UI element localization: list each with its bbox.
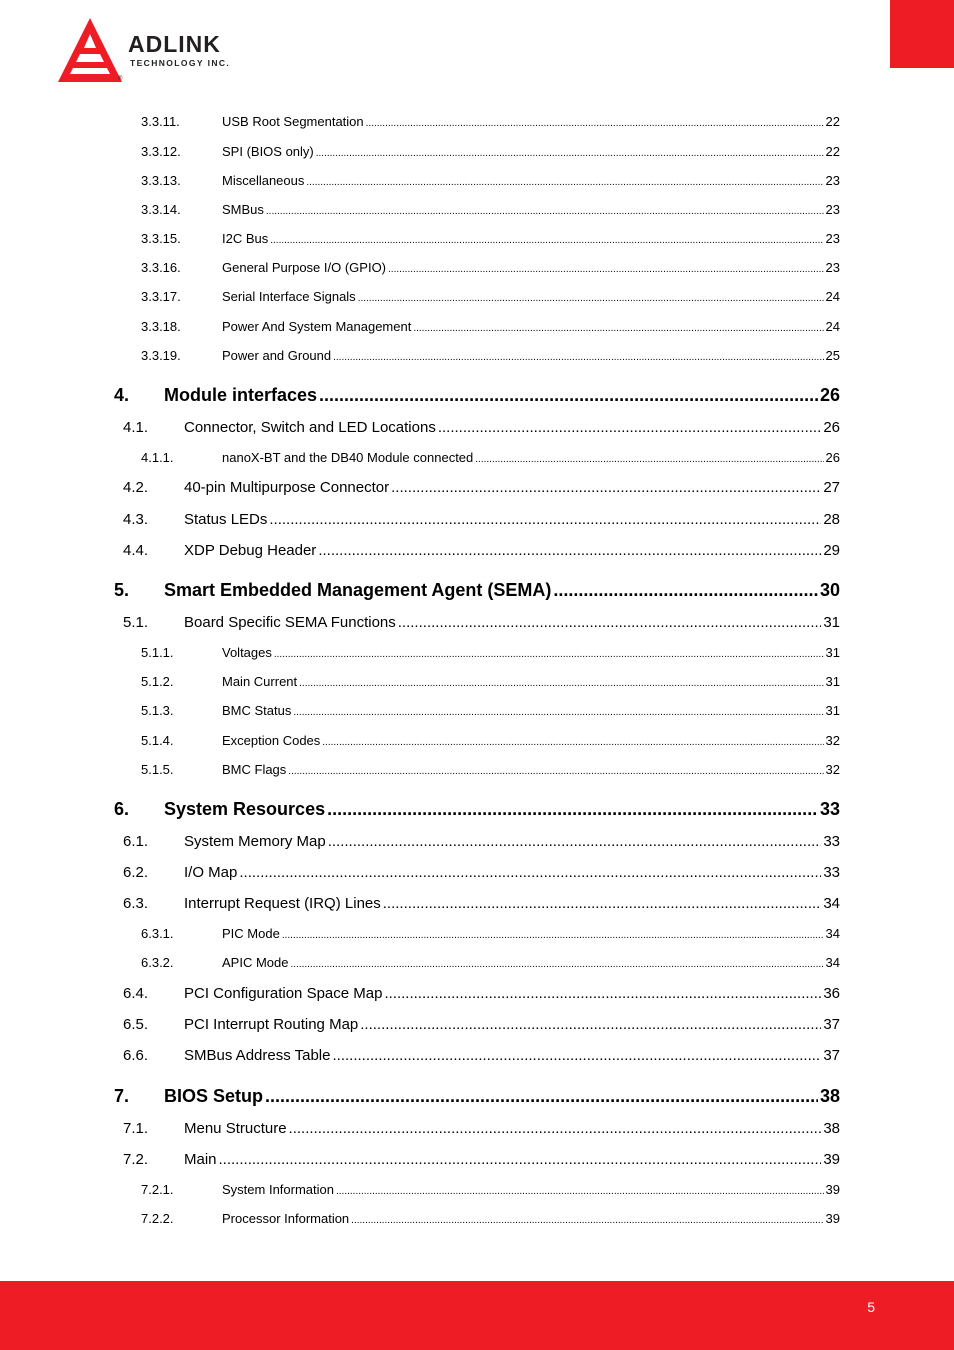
toc-entry-page: 23 bbox=[825, 173, 840, 188]
toc-entry-page: 28 bbox=[823, 511, 840, 528]
toc-entry[interactable] bbox=[123, 1151, 840, 1168]
toc-entry[interactable] bbox=[141, 202, 840, 217]
toc-entry-page: 33 bbox=[823, 833, 840, 850]
toc-entry-page: 34 bbox=[825, 926, 840, 941]
toc-entry[interactable] bbox=[141, 645, 840, 660]
toc-leader-dots bbox=[239, 864, 821, 881]
toc-leader-dots bbox=[322, 737, 823, 748]
toc-entry-title: BMC Flags bbox=[222, 762, 287, 777]
toc-entry-title: Main Current bbox=[222, 674, 298, 689]
toc-entry-number: 4.3. bbox=[123, 511, 149, 528]
toc-entry-title: Power And System Management bbox=[222, 319, 412, 334]
toc-entry-title: PIC Mode bbox=[222, 926, 280, 941]
toc-entry-title: 40-pin Multipurpose Connector bbox=[184, 479, 390, 496]
toc-entry-page: 22 bbox=[825, 114, 840, 129]
toc-entry[interactable] bbox=[141, 926, 840, 941]
toc-entry-page: 34 bbox=[825, 955, 840, 970]
toc-entry-page: 27 bbox=[823, 479, 840, 496]
toc-entry-number: 4. bbox=[114, 385, 130, 405]
toc-leader-dots bbox=[413, 323, 823, 334]
toc-entry-title: Module interfaces bbox=[164, 385, 318, 405]
toc-entry-number: 7.2.2. bbox=[141, 1211, 174, 1226]
toc-entry-page: 38 bbox=[823, 1120, 840, 1137]
toc-entry-number: 6.3. bbox=[123, 895, 149, 912]
toc-entry-number: 5.1.5. bbox=[141, 762, 174, 777]
toc-entry-page: 36 bbox=[823, 985, 840, 1002]
toc-entry-title: APIC Mode bbox=[222, 955, 289, 970]
toc-entry-page: 31 bbox=[825, 674, 840, 689]
toc-entry-page: 26 bbox=[823, 419, 840, 436]
toc-entry-title: PCI Interrupt Routing Map bbox=[184, 1016, 359, 1033]
toc-entry-page: 39 bbox=[825, 1211, 840, 1226]
toc-entry-page: 24 bbox=[825, 319, 840, 334]
toc-entry-number: 6.5. bbox=[123, 1016, 149, 1033]
toc-leader-dots bbox=[358, 293, 824, 304]
toc-entry[interactable] bbox=[141, 674, 840, 689]
toc-leader-dots bbox=[319, 385, 818, 406]
toc-leader-dots bbox=[316, 148, 824, 159]
toc-entry[interactable] bbox=[141, 289, 840, 304]
toc-leader-dots bbox=[282, 930, 824, 941]
toc-entry-title: Smart Embedded Management Agent (SEMA) bbox=[164, 580, 552, 600]
adlink-triangle-icon bbox=[56, 18, 126, 86]
toc-entry-title: Board Specific SEMA Functions bbox=[184, 614, 396, 631]
toc-leader-dots bbox=[299, 678, 823, 689]
toc-entry-page: 23 bbox=[825, 202, 840, 217]
toc-entry-number: 6.2. bbox=[123, 864, 149, 881]
toc-entry-number: 7.2. bbox=[123, 1151, 149, 1168]
toc-leader-dots bbox=[366, 118, 824, 129]
toc-leader-dots bbox=[290, 959, 823, 970]
toc-entry[interactable] bbox=[114, 799, 840, 820]
toc-entry-number: 5.1.3. bbox=[141, 703, 174, 718]
toc-entry-number: 6.1. bbox=[123, 833, 149, 850]
toc-entry-page: 31 bbox=[825, 645, 840, 660]
toc-leader-dots bbox=[384, 985, 821, 1002]
toc-entry-page: 31 bbox=[825, 703, 840, 718]
toc-entry-page: 39 bbox=[825, 1182, 840, 1197]
toc-entry-page: 32 bbox=[825, 733, 840, 748]
toc-entry-title: I2C Bus bbox=[222, 231, 269, 246]
toc-entry-page: 23 bbox=[825, 260, 840, 275]
toc-entry-title: Exception Codes bbox=[222, 733, 321, 748]
toc-entry[interactable] bbox=[114, 1086, 840, 1107]
toc-entry[interactable] bbox=[141, 173, 840, 188]
toc-entry[interactable] bbox=[141, 703, 840, 718]
toc-entry-title: General Purpose I/O (GPIO) bbox=[222, 260, 387, 275]
toc-leader-dots bbox=[219, 1151, 822, 1168]
toc-leader-dots bbox=[351, 1215, 823, 1226]
toc-entry[interactable] bbox=[141, 231, 840, 246]
toc-entry[interactable] bbox=[141, 733, 840, 748]
toc-entry-title: Connector, Switch and LED Locations bbox=[184, 419, 436, 436]
toc-entry-title: BMC Status bbox=[222, 703, 292, 718]
toc-entry-number: 3.3.19. bbox=[141, 348, 181, 363]
toc-entry-title: PCI Configuration Space Map bbox=[184, 985, 383, 1002]
logo-registered-mark: ® bbox=[118, 76, 123, 82]
toc-entry-number: 7. bbox=[114, 1086, 130, 1106]
toc-entry-title: Processor Information bbox=[222, 1211, 350, 1226]
toc-entry[interactable] bbox=[123, 614, 840, 631]
toc-leader-dots bbox=[318, 542, 821, 559]
toc-entry-number: 6.4. bbox=[123, 985, 149, 1002]
toc-entry-page: 30 bbox=[819, 580, 840, 600]
toc-entry[interactable] bbox=[123, 895, 840, 912]
toc-entry-number: 5.1.2. bbox=[141, 674, 174, 689]
toc-leader-dots bbox=[398, 614, 822, 631]
toc-entry-page: 29 bbox=[823, 542, 840, 559]
toc-leader-dots bbox=[327, 799, 818, 820]
toc-entry-title: Main bbox=[184, 1151, 217, 1168]
toc-entry-title: System Resources bbox=[164, 799, 326, 819]
toc-entry-page: 26 bbox=[819, 385, 840, 405]
toc-entry[interactable] bbox=[141, 348, 840, 363]
toc-entry-number: 3.3.15. bbox=[141, 231, 181, 246]
toc-entry-page: 33 bbox=[819, 799, 840, 819]
adlink-logo bbox=[56, 18, 276, 86]
toc-entry[interactable] bbox=[141, 260, 840, 275]
toc-entry[interactable] bbox=[123, 479, 840, 496]
toc-leader-dots bbox=[266, 206, 824, 217]
toc-leader-dots bbox=[306, 177, 823, 188]
toc-entry[interactable] bbox=[141, 114, 840, 129]
toc-entry-number: 6. bbox=[114, 799, 130, 819]
logo-subtitle: TECHNOLOGY INC. bbox=[130, 58, 231, 68]
toc-entry-number: 4.4. bbox=[123, 542, 149, 559]
toc-entry-number: 3.3.13. bbox=[141, 173, 181, 188]
page-number: 5 bbox=[867, 1299, 875, 1315]
toc-leader-dots bbox=[438, 419, 821, 436]
toc-entry-number: 5. bbox=[114, 580, 130, 600]
toc-entry-number: 6.3.2. bbox=[141, 955, 174, 970]
toc-entry-title: BIOS Setup bbox=[164, 1086, 264, 1106]
toc-entry[interactable] bbox=[141, 955, 840, 970]
toc-entry-page: 24 bbox=[825, 289, 840, 304]
toc-leader-dots bbox=[360, 1016, 821, 1033]
toc-entry[interactable] bbox=[123, 542, 840, 559]
toc-entry-number: 4.1. bbox=[123, 419, 149, 436]
toc-entry[interactable] bbox=[123, 419, 840, 436]
toc-entry-number: 3.3.14. bbox=[141, 202, 181, 217]
toc-entry-number: 4.2. bbox=[123, 479, 149, 496]
toc-entry[interactable] bbox=[123, 833, 840, 850]
toc-entry-title: XDP Debug Header bbox=[184, 542, 317, 559]
toc-entry[interactable] bbox=[141, 1182, 840, 1197]
toc-entry-number: 6.3.1. bbox=[141, 926, 174, 941]
toc-leader-dots bbox=[553, 580, 818, 601]
toc-entry-page: 32 bbox=[825, 762, 840, 777]
toc-entry-number: 7.1. bbox=[123, 1120, 149, 1137]
toc-entry[interactable] bbox=[114, 580, 840, 601]
toc-entry-number: 7.2.1. bbox=[141, 1182, 174, 1197]
toc-entry-number: 3.3.18. bbox=[141, 319, 181, 334]
toc-entry[interactable] bbox=[123, 864, 840, 881]
toc-entry-title: SMBus bbox=[222, 202, 264, 217]
toc-entry-title: Serial Interface Signals bbox=[222, 289, 356, 304]
toc-entry-page: 34 bbox=[823, 895, 840, 912]
toc-entry-title: USB Root Segmentation bbox=[222, 114, 364, 129]
toc-entry-page: 39 bbox=[823, 1151, 840, 1168]
toc-leader-dots bbox=[293, 707, 823, 718]
toc-entry[interactable] bbox=[141, 319, 840, 334]
corner-red-tab bbox=[890, 0, 954, 68]
logo-wordmark: ADLINK bbox=[128, 31, 221, 57]
toc-entry-title: Voltages bbox=[222, 645, 272, 660]
toc-entry-number: 3.3.16. bbox=[141, 260, 181, 275]
toc-entry-page: 37 bbox=[823, 1047, 840, 1064]
toc-entry-page: 38 bbox=[819, 1086, 840, 1106]
toc-entry-title: Interrupt Request (IRQ) Lines bbox=[184, 895, 381, 912]
toc-entry-number: 3.3.12. bbox=[141, 144, 181, 159]
toc-entry-page: 33 bbox=[823, 864, 840, 881]
toc-entry[interactable] bbox=[141, 144, 840, 159]
toc-entry-number: 5.1. bbox=[123, 614, 149, 631]
toc-leader-dots bbox=[332, 1047, 821, 1064]
toc-leader-dots bbox=[388, 264, 824, 275]
toc-leader-dots bbox=[288, 766, 823, 777]
toc-leader-dots bbox=[336, 1186, 824, 1197]
toc-entry[interactable] bbox=[123, 985, 840, 1002]
toc-entry[interactable] bbox=[141, 450, 840, 465]
toc-entry[interactable] bbox=[141, 1211, 840, 1226]
toc-leader-dots bbox=[328, 833, 822, 850]
toc-entry-title: Power and Ground bbox=[222, 348, 332, 363]
toc-leader-dots bbox=[265, 1086, 818, 1107]
toc-entry[interactable] bbox=[141, 762, 840, 777]
toc-entry[interactable] bbox=[123, 1016, 840, 1033]
toc-leader-dots bbox=[475, 454, 823, 465]
toc-entry[interactable] bbox=[114, 385, 840, 406]
toc-leader-dots bbox=[270, 235, 823, 246]
toc-entry-title: Miscellaneous bbox=[222, 173, 305, 188]
toc-entry-title: SPI (BIOS only) bbox=[222, 144, 314, 159]
toc-entry-page: 23 bbox=[825, 231, 840, 246]
toc-entry-number: 5.1.4. bbox=[141, 733, 174, 748]
toc-entry-number: 6.6. bbox=[123, 1047, 149, 1064]
toc-leader-dots bbox=[269, 511, 821, 528]
toc-entry-title: SMBus Address Table bbox=[184, 1047, 331, 1064]
toc-entry[interactable] bbox=[123, 511, 840, 528]
toc-entry-title: System Memory Map bbox=[184, 833, 326, 850]
toc-entry-number: 3.3.11. bbox=[141, 114, 180, 129]
toc-leader-dots bbox=[274, 649, 824, 660]
toc-leader-dots bbox=[289, 1120, 822, 1137]
toc-entry-page: 25 bbox=[825, 348, 840, 363]
toc-entry-number: 5.1.1. bbox=[141, 645, 174, 660]
toc-entry-number: 4.1.1. bbox=[141, 450, 174, 465]
toc-entry-page: 37 bbox=[823, 1016, 840, 1033]
toc-entry-number: 3.3.17. bbox=[141, 289, 181, 304]
toc-leader-dots bbox=[333, 352, 823, 363]
toc-entry-title: I/O Map bbox=[184, 864, 238, 881]
toc-entry-title: Status LEDs bbox=[184, 511, 268, 528]
toc-leader-dots bbox=[383, 895, 822, 912]
toc-entry[interactable] bbox=[123, 1120, 840, 1137]
toc-entry[interactable] bbox=[123, 1047, 840, 1064]
toc-entry-page: 31 bbox=[823, 614, 840, 631]
toc-entry-page: 22 bbox=[825, 144, 840, 159]
toc-entry-title: System Information bbox=[222, 1182, 334, 1197]
toc-entry-title: nanoX-BT and the DB40 Module connected bbox=[222, 450, 474, 465]
toc-entry-title: Menu Structure bbox=[184, 1120, 287, 1137]
toc-leader-dots bbox=[391, 479, 821, 496]
toc-entry-page: 26 bbox=[825, 450, 840, 465]
page-footer bbox=[0, 1281, 954, 1350]
